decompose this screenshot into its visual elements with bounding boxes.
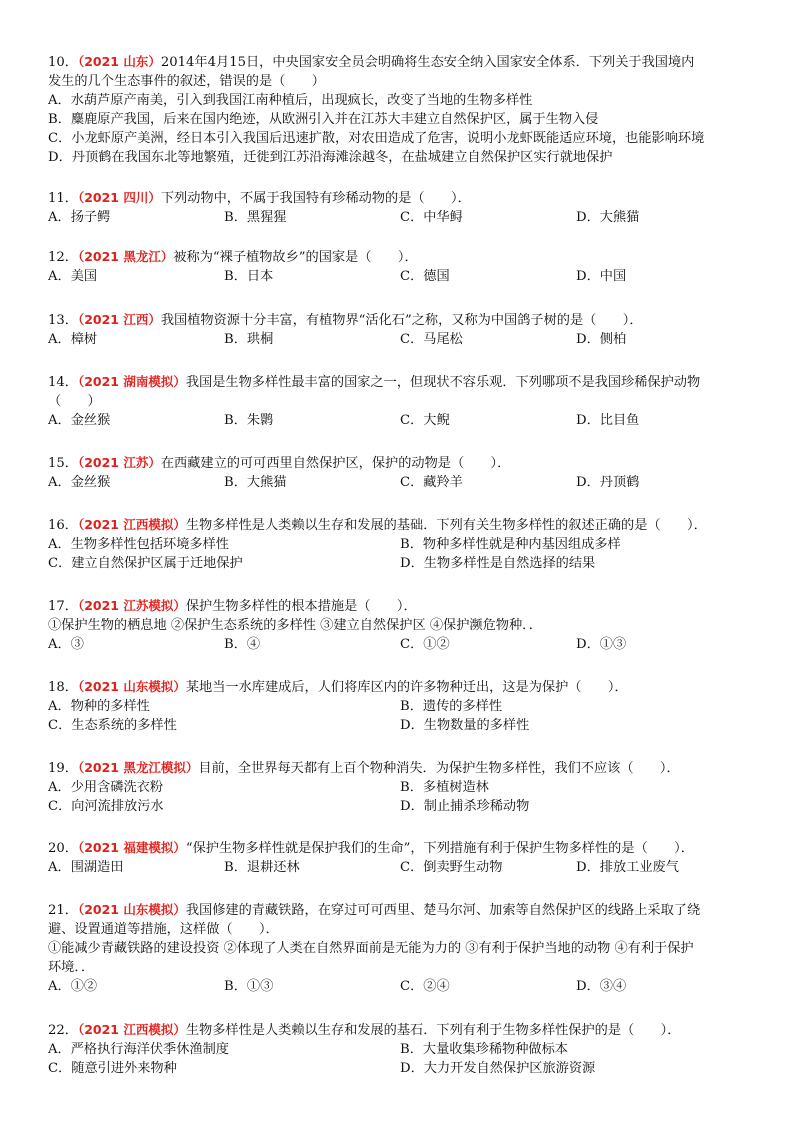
option-c: C．建立自然保护区属于迁地保护 — [48, 556, 243, 571]
question-stem — [48, 310, 764, 330]
option-b: B．物种多样性就是种内基因组成多样 — [400, 537, 621, 552]
option-d: D．中国 — [576, 269, 627, 284]
options-row — [48, 1059, 764, 1078]
option-c: C．随意引进外来物种 — [48, 1061, 177, 1076]
stem-text: 生物多样性是人类赖以生存和发展的基石．下列有利于生物多样性保护的是（ ）． — [185, 1023, 681, 1038]
option-d: D．大熊猫 — [576, 210, 640, 225]
question-17 — [48, 596, 764, 654]
question-stem — [48, 52, 764, 72]
stem-text: 在西藏建立的可可西里自然保护区，保护的动物是（ ）． — [160, 456, 511, 471]
question-16 — [48, 515, 764, 573]
option-a: A．金丝猴 — [48, 475, 111, 490]
option-b: B．退耕还林 — [224, 860, 300, 875]
option-a: A．生物多样性包括环境多样性 — [48, 537, 229, 552]
source-tag: （2021 山东模拟） — [77, 902, 186, 917]
stem-text: 避、设置通道等措施，这样做（ ）． — [48, 922, 279, 937]
question-stem — [48, 758, 764, 778]
option-a: A．少用含磷洗衣粉 — [48, 780, 164, 795]
question-number: 11． — [48, 191, 78, 206]
question-19 — [48, 758, 764, 816]
stem-text: 2014年4月15日，中央国家安全员会明确将生态安全纳入国家安全体系．下列关于我国境内 — [160, 55, 695, 70]
option-c: C．①② — [400, 637, 450, 652]
question-20 — [48, 838, 764, 877]
option-d: D．③④ — [576, 979, 627, 994]
option-d: D．制止捕杀珍稀动物 — [400, 799, 530, 814]
options-row — [48, 697, 764, 716]
options-row — [48, 1040, 764, 1059]
option-b: B．大量收集珍稀物种做标本 — [400, 1042, 568, 1057]
options-row — [48, 635, 764, 654]
question-21 — [48, 900, 764, 996]
stem-text: 下列动物中，不属于我国特有珍稀动物的是（ ）． — [160, 191, 471, 206]
stem-text: “保护生物多样性就是保护我们的生命”，下列措施有利于保护生物多样性的是（ ）． — [185, 841, 694, 856]
options-row — [48, 535, 764, 554]
source-tag: （2021 江西模拟） — [77, 1022, 186, 1037]
question-number: 22． — [48, 1023, 78, 1038]
question-number: 12． — [48, 250, 78, 265]
question-stem — [48, 596, 764, 616]
question-stem — [48, 372, 764, 392]
option-d: D．①③ — [576, 637, 627, 652]
stem-text: 我国是生物多样性最丰富的国家之一，但现状不容乐观．下列哪项不是我国珍稀保护动物 — [185, 375, 701, 390]
question-13 — [48, 310, 764, 349]
source-tag: （2021 江苏模拟） — [77, 598, 186, 613]
options-row — [48, 797, 764, 816]
stem-text: 我国修建的青藏铁路，在穿过可可西里、楚马尔河、加索等自然保护区的线路上采取了绕 — [185, 903, 701, 918]
stem-text: （ ） — [48, 394, 101, 409]
option-a: A．扬子鳄 — [48, 210, 111, 225]
stem-text: 环境．． — [48, 960, 95, 975]
stem-text: 发生的几个生态事件的叙述，错误的是（ ） — [48, 74, 325, 89]
option-b: B．珙桐 — [224, 332, 274, 347]
question-number: 15． — [48, 456, 78, 471]
options-row — [48, 716, 764, 735]
question-number: 13． — [48, 313, 78, 328]
source-tag: （2021 黑龙江） — [77, 249, 174, 264]
option-d: D．生物多样性是自然选择的结果 — [400, 556, 596, 571]
option-b: B．①③ — [224, 979, 274, 994]
option-c: C．倒卖野生动物 — [400, 860, 503, 875]
option-d: D．生物数量的多样性 — [400, 718, 530, 733]
option-d: D．大力开发自然保护区旅游资源 — [400, 1061, 596, 1076]
question-stem — [48, 453, 764, 473]
options-row — [48, 208, 764, 227]
source-tag: （2021 湖南模拟） — [77, 374, 186, 389]
source-tag: （2021 黑龙江模拟） — [77, 760, 199, 775]
source-tag: （2021 四川） — [77, 190, 161, 205]
option-b: B．朱鹮 — [224, 413, 274, 428]
option-b: B．遗传的多样性 — [400, 699, 503, 714]
option-a: A．美国 — [48, 269, 98, 284]
question-stem — [48, 677, 764, 697]
option-c: C．德国 — [400, 269, 450, 284]
source-tag: （2021 江苏） — [77, 455, 161, 470]
option-a: A．樟树 — [48, 332, 98, 347]
option-b: B．黑猩猩 — [224, 210, 287, 225]
option-a: A．物种的多样性 — [48, 699, 150, 714]
option-b: B．麋鹿原产我国，后来在国内绝迹，从欧洲引入并在江苏大丰建立自然保护区，属于生物入侵 — [48, 112, 599, 127]
question-15 — [48, 453, 764, 492]
option-b: B．④ — [224, 637, 261, 652]
source-tag: （2021 江西） — [77, 312, 161, 327]
question-number: 20． — [48, 841, 78, 856]
question-12 — [48, 247, 764, 286]
question-stem — [48, 900, 764, 920]
question-number: 14． — [48, 375, 78, 390]
option-d: D．丹顶鹤 — [576, 475, 640, 490]
option-d: D．比目鱼 — [576, 413, 640, 428]
stem-text: 我国植物资源十分丰富，有植物界“活化石”之称，又称为中国鸽子树的是（ ）． — [160, 313, 643, 328]
stem-text: 保护生物多样性的根本措施是（ ）． — [185, 599, 417, 614]
option-b: B．日本 — [224, 269, 274, 284]
option-c: C．生态系统的多样性 — [48, 718, 177, 733]
stem-text: 目前，全世界每天都有上百个物种消失．为保护生物多样性，我们不应该（ ）． — [198, 761, 680, 776]
option-d: D．侧柏 — [576, 332, 627, 347]
option-a: A．金丝猴 — [48, 413, 111, 428]
source-tag: （2021 江西模拟） — [77, 517, 186, 532]
question-stem — [48, 188, 764, 208]
question-number: 18． — [48, 680, 78, 695]
question-number: 19． — [48, 761, 78, 776]
option-b: B．大熊猫 — [224, 475, 287, 490]
question-number: 17． — [48, 599, 78, 614]
option-c: C．小龙虾原产美洲，经日本引入我国后迅速扩散，对农田造成了危害，说明小龙虾既能适应环境，也能影响环境 — [48, 131, 705, 146]
option-a: A．水葫芦原产南美，引入到我国江南种植后，出现疯长，改变了当地的生物多样性 — [48, 93, 533, 108]
question-stem — [48, 838, 764, 858]
stem-text: ①能减少青藏铁路的建设投资 ②体现了人类在自然界面前是无能为力的 ③有利于保护当地的动物 ④有利于保护 — [48, 941, 694, 956]
question-number: 10． — [48, 55, 78, 70]
option-d: D．排放工业废气 — [576, 860, 679, 875]
option-a: A．严格执行海洋伏季休渔制度 — [48, 1042, 229, 1057]
question-11 — [48, 188, 764, 227]
option-c: C．②④ — [400, 979, 450, 994]
question-number: 21． — [48, 903, 78, 918]
question-10 — [48, 52, 764, 167]
stem-text: 生物多样性是人类赖以生存和发展的基础．下列有关生物多样性的叙述正确的是（ ）． — [185, 518, 707, 533]
options-row — [48, 554, 764, 573]
option-c: C．向河流排放污水 — [48, 799, 164, 814]
option-a: A．①② — [48, 979, 98, 994]
source-tag: （2021 山东模拟） — [77, 679, 186, 694]
stem-text: 被称为“裸子植物故乡”的国家是（ ）． — [173, 250, 418, 265]
options-row — [48, 977, 764, 996]
option-c: C．马尾松 — [400, 332, 463, 347]
option-c: C．大鲵 — [400, 413, 450, 428]
option-c: C．中华鲟 — [400, 210, 463, 225]
question-22 — [48, 1020, 764, 1078]
question-18 — [48, 677, 764, 735]
options-row — [48, 267, 764, 286]
options-row — [48, 330, 764, 349]
question-stem — [48, 515, 764, 535]
option-a: A．围湖造田 — [48, 860, 124, 875]
stem-text: ①保护生物的栖息地 ②保护生态系统的多样性 ③建立自然保护区 ④保护濒危物种．． — [48, 618, 542, 633]
stem-text: 某地当一水库建成后，人们将库区内的许多物种迁出，这是为保护（ ）． — [185, 680, 628, 695]
question-number: 16． — [48, 518, 78, 533]
options-row — [48, 411, 764, 430]
option-d: D．丹顶鹤在我国东北等地繁殖，迁徙到江苏沿海滩涂越冬，在盐城建立自然保护区实行就地保护 — [48, 150, 613, 165]
question-stem — [48, 1020, 764, 1040]
option-c: C．藏羚羊 — [400, 475, 463, 490]
options-row — [48, 473, 764, 492]
question-14 — [48, 372, 764, 430]
option-b: B．多植树造林 — [400, 780, 489, 795]
options-row — [48, 778, 764, 797]
source-tag: （2021 福建模拟） — [77, 840, 186, 855]
options-row — [48, 858, 764, 877]
question-stem — [48, 247, 764, 267]
option-a: A．③ — [48, 637, 84, 652]
source-tag: （2021 山东） — [77, 54, 161, 69]
